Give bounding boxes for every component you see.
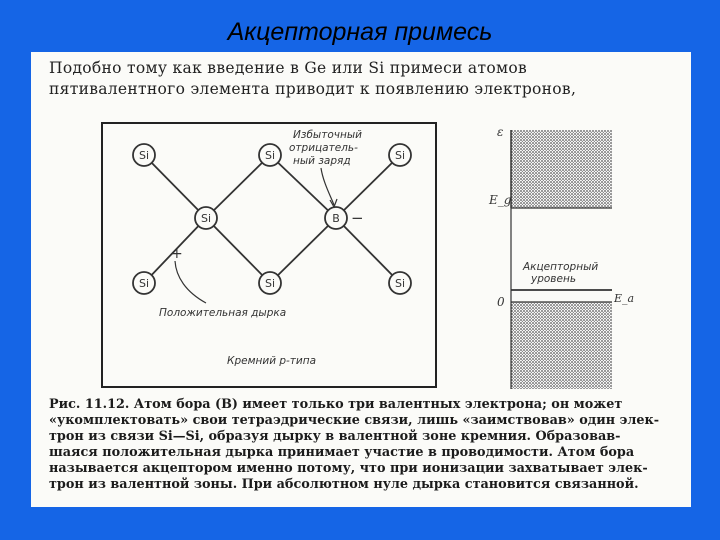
svg-text:Si: Si (394, 149, 406, 162)
caption-line: «укомплектовать» свои тетраэдрические связи, лишь «заимствовав» один элек- (49, 413, 660, 428)
note-excess-charge-3: ный заряд (293, 155, 351, 167)
figure-graphics (31, 52, 691, 397)
atom-bot-right (389, 272, 411, 294)
scanned-page (31, 52, 691, 507)
svg-text:Si: Si (138, 277, 150, 290)
slide-title: Акцепторная примесь (227, 18, 493, 46)
intro-line: пятивалентного элемента приводит к появлению электронов, (49, 80, 577, 98)
caption-line: называется акцептором именно потому, что при ионизации захватывает элек- (49, 461, 648, 476)
arrow-positive-hole (175, 261, 206, 303)
label-eg: E_g (489, 193, 512, 207)
svg-text:Si: Si (394, 277, 406, 290)
conduction-band (511, 130, 612, 208)
label-ea: E_a (614, 292, 635, 305)
plus-sign: + (171, 246, 183, 262)
svg-text:Si: Si (138, 149, 150, 162)
note-p-type: Кремний p-типа (227, 355, 317, 367)
atom-bot-left (133, 272, 155, 294)
caption-line: трон из связи Si—Si, образуя дырку в валентной зоне кремния. Образовав- (49, 429, 621, 444)
minus-sign: − (351, 209, 364, 227)
label-zero: 0 (497, 295, 505, 309)
note-excess-charge-1: Избыточный (293, 129, 362, 141)
label-epsilon: ε (497, 125, 504, 139)
note-acceptor-level-1: Акцепторный (523, 261, 599, 273)
atom-mid-left (195, 207, 217, 229)
svg-text:B: B (332, 212, 340, 225)
atom-boron (325, 207, 347, 229)
band-diagram (511, 130, 612, 389)
caption-line: трон из валентной зоны. При абсолютном нуле дырка становится связанной. (49, 477, 639, 492)
intro-line: Подобно тому как введение в Ge или Si примеси атомов (49, 59, 527, 77)
atom-top-left (133, 144, 155, 166)
atom-top-right (389, 144, 411, 166)
svg-text:Si: Si (200, 212, 212, 225)
valence-band (511, 302, 612, 389)
atom-top-mid (259, 144, 281, 166)
svg-text:Si: Si (264, 277, 276, 290)
caption-line: Рис. 11.12. Атом бора (B) имеет только три валентных электрона; он может (49, 397, 623, 412)
figure-caption (49, 397, 679, 493)
atom-bot-mid (259, 272, 281, 294)
note-acceptor-level-2: уровень (531, 273, 577, 285)
caption-line: шаяся положительная дырка принимает участие в проводимости. Атом бора (49, 445, 635, 460)
svg-text:Si: Si (264, 149, 276, 162)
note-positive-hole: Положительная дырка (159, 307, 287, 319)
arrow-excess-charge (321, 168, 334, 205)
note-excess-charge-2: отрицатель- (289, 142, 358, 154)
